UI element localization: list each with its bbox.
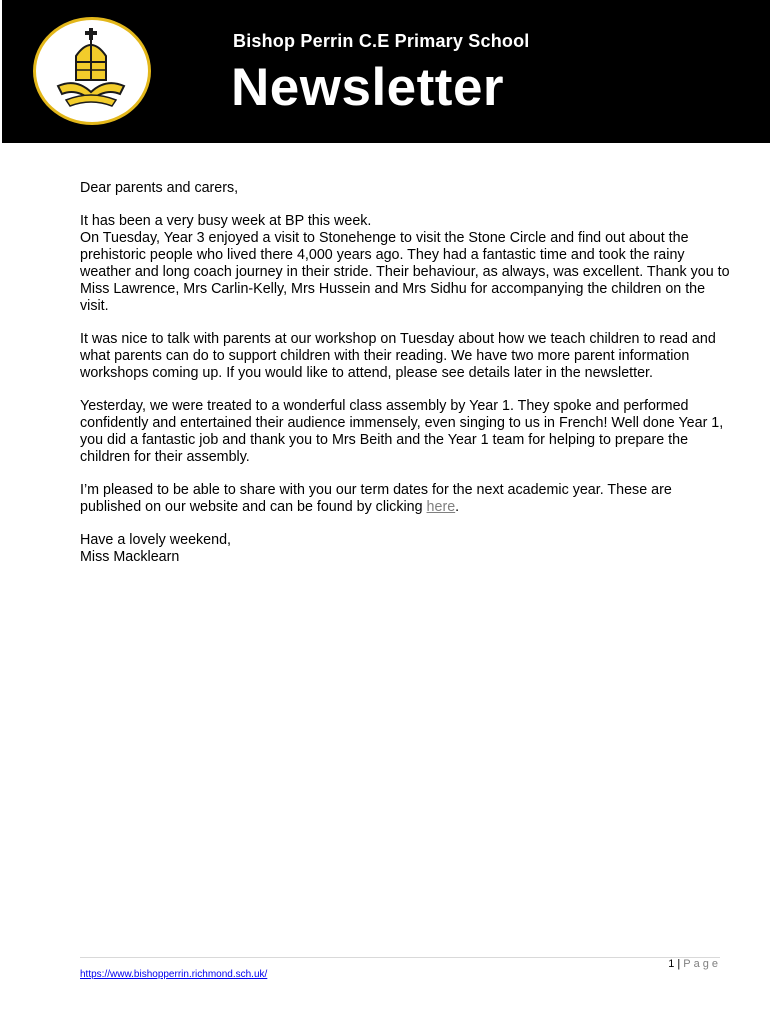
term-dates-link[interactable]: here (426, 499, 456, 515)
term-dates-end: . (455, 499, 460, 515)
page-label: Page (683, 958, 721, 970)
footer-website-link[interactable]: https://www.bishopperrin.richmond.sch.uk/ (80, 969, 268, 980)
signature: Miss Macklearn (80, 549, 180, 565)
school-crest-icon (33, 17, 151, 125)
paragraph-workshop: It was nice to talk with parents at our workshop on Tuesday about how we teach children to read and what parents can do to support children with their reading. We have two more parent information workshops coming up. If you would like to attend, please see details later in the newsletter. (80, 331, 716, 381)
signoff: Have a lovely weekend, (80, 532, 231, 548)
term-dates-text: I’m pleased to be able to share with you our term dates for the next academic year. These are published on our website and can be found by clicking (80, 482, 672, 515)
paragraph-term-dates (80, 482, 730, 516)
school-name: Bishop Perrin C.E Primary School (233, 31, 530, 51)
footer-divider (80, 957, 720, 958)
greeting: Dear parents and carers, (80, 180, 239, 196)
letter-body (80, 180, 730, 566)
paragraph-assembly: Yesterday, we were treated to a wonderful class assembly by Year 1. They spoke and performed confidently and entertained their audience immensely, even singing to us in French! Well done Year 1, you did a fantastic job and thank you to Mrs Beith and the Year 1 team for helping to prepare the children for their assembly. (80, 398, 724, 465)
header-banner (2, 0, 770, 143)
page-number (668, 958, 721, 970)
page-title: Newsletter (231, 58, 505, 117)
paragraph-intro: It has been a very busy week at BP this week. (80, 213, 372, 229)
page-num-separator: | (674, 958, 684, 970)
page-num-value: 1 (668, 958, 675, 970)
paragraph-stonehenge: On Tuesday, Year 3 enjoyed a visit to Stonehenge to visit the Stone Circle and find out about the prehistoric people who lived there 4,000 years ago. They had a fantastic time and took the rainy weather and long coach journey in their stride. Their behaviour, as always, was excellent. Thank you to Miss Lawrence, Mrs Carlin-Kelly, Mrs Hussein and Mrs Sidhu for accompanying the children on the visit. (80, 230, 730, 314)
